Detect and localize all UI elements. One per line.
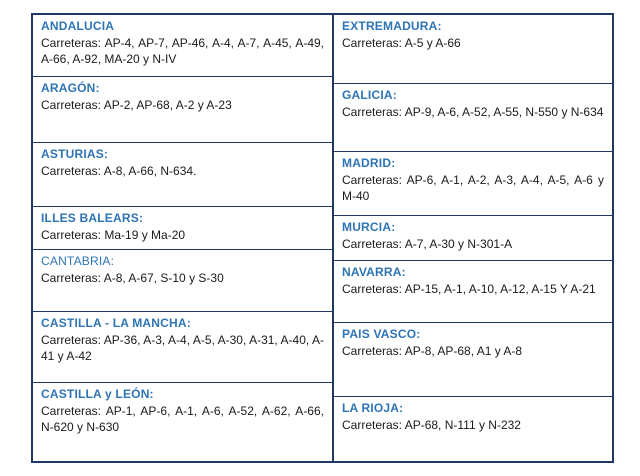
region-name: ANDALUCIA [41,19,115,33]
region-cell-extremadura [334,15,612,83]
region-cell-aragon [33,76,332,142]
region-name: ARAGÓN: [41,81,100,95]
right-column [334,15,612,461]
region-name: ILLES BALEARS: [41,211,144,225]
region-cell-madrid [334,151,612,215]
region-name: EXTREMADURA: [342,19,442,33]
region-cell-asturias [33,142,332,206]
region-roads: Carreteras: AP-1, AP-6, A-1, A-6, A-52, A-62, A-66, N-620 y N-630 [41,404,324,434]
region-name: LA RIOJA: [342,401,404,415]
region-roads: Carreteras: A-7, A-30 y N-301-A [342,237,513,251]
region-name: MADRID: [342,156,396,170]
region-cell-la-rioja [334,396,612,461]
region-roads: Carreteras: A-8, A-66, N-634. [41,164,197,178]
region-roads: Carreteras: Ma-19 y Ma-20 [41,228,186,242]
region-cell-cantabria [33,249,332,311]
region-cell-illes-balears [33,206,332,249]
region-name: CASTILLA y LEÓN: [41,387,154,401]
region-cell-pais-vasco [334,322,612,396]
region-roads: Carreteras: A-5 y A-66 [342,36,461,50]
region-name: NAVARRA: [342,265,406,279]
region-roads: Carreteras: AP-68, N-111 y N-232 [342,418,521,432]
region-cell-castilla-la-mancha [33,311,332,382]
region-roads: Carreteras: A-8, A-67, S-10 y S-30 [41,271,224,285]
region-name: MURCIA: [342,220,396,234]
region-cell-castilla-y-leon [33,382,332,461]
region-cell-galicia [334,83,612,151]
region-name: GALICIA: [342,88,397,102]
region-roads: Carreteras: AP-15, A-1, A-10, A-12, A-15 Y A-21 [342,282,596,296]
regions-table [31,13,614,463]
region-roads: Carreteras: AP-2, AP-68, A-2 y A-23 [41,98,232,112]
region-cell-andalucia [33,15,332,76]
region-roads: Carreteras: AP-36, A-3, A-4, A-5, A-30, A-31, A-40, A-41 y A-42 [41,333,324,363]
region-name: CASTILLA - LA MANCHA: [41,316,191,330]
region-roads: Carreteras: AP-6, A-1, A-2, A-3, A-4, A-5, A-6 y M-40 [342,173,604,203]
region-roads: Carreteras: AP-9, A-6, A-52, A-55, N-550 y N-634 [342,105,604,119]
region-name: ASTURIAS: [41,147,109,161]
region-roads: Carreteras: AP-8, AP-68, A1 y A-8 [342,344,523,358]
region-name: PAIS VASCO: [342,327,421,341]
region-cell-murcia [334,215,612,260]
region-name: CANTABRIA: [41,254,115,268]
left-column [33,15,334,461]
region-roads: Carreteras: AP-4, AP-7, AP-46, A-4, A-7, A-45, A-49, A-66, A-92, MA-20 y N-IV [41,36,324,66]
region-cell-navarra [334,260,612,322]
